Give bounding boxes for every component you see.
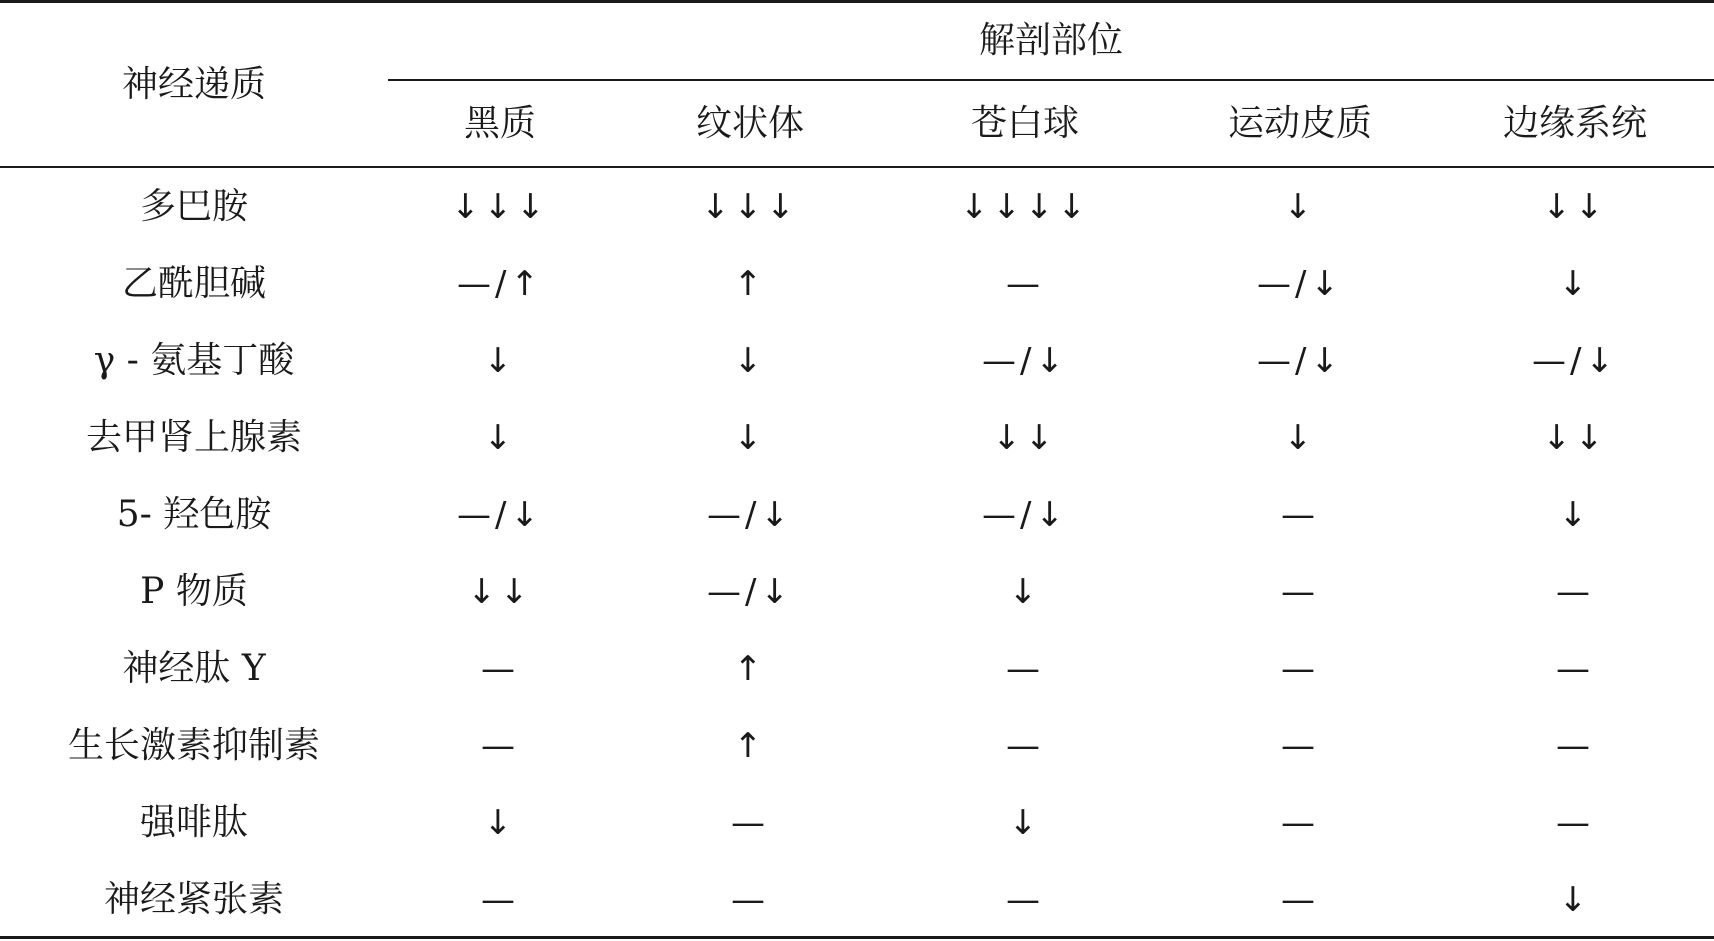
table-cell: —/↓	[707, 494, 793, 535]
table-cell: —	[731, 802, 769, 843]
table-cell: —	[1281, 725, 1319, 766]
row-label: 乙酰胆碱	[121, 262, 266, 304]
table-cell: ↓↓↓	[451, 186, 549, 227]
table-cell: ↓	[1283, 417, 1317, 458]
row-label: 强啡肽	[139, 801, 248, 843]
table-cell: —	[481, 648, 519, 689]
table-cell: —	[1281, 802, 1319, 843]
row-label: 去甲肾上腺素	[85, 416, 302, 458]
table-cell: —	[481, 725, 519, 766]
column-header: 运动皮质	[1227, 102, 1372, 144]
table-cell: ↑	[733, 725, 767, 766]
table-cell: —	[731, 879, 769, 920]
table-cell: ↓	[483, 340, 517, 381]
table-cell: —	[1556, 725, 1594, 766]
table-cell: —	[1556, 571, 1594, 612]
column-header: 边缘系统	[1502, 102, 1647, 144]
table-cell: ↓↓↓↓	[960, 186, 1090, 227]
table-cell: —/↓	[1532, 340, 1618, 381]
row-header-label: 神经递质	[121, 63, 266, 105]
row-label: 生长激素抑制素	[67, 724, 320, 766]
table-cell: —	[1006, 648, 1044, 689]
row-label: 神经肽 Y	[122, 647, 266, 689]
table-cell: ↓↓	[1542, 417, 1608, 458]
table-cell: —	[1281, 879, 1319, 920]
row-label: P 物质	[140, 570, 248, 612]
table-cell: —	[1281, 648, 1319, 689]
table-cell: —/↓	[457, 494, 543, 535]
table-cell: —	[1281, 494, 1319, 535]
table-cell: —	[481, 879, 519, 920]
table-cell: —	[1006, 263, 1044, 304]
row-label: 多巴胺	[139, 185, 248, 227]
group-header-label: 解剖部位	[978, 20, 1123, 61]
table-cell: ↓	[1283, 186, 1317, 227]
table-cell: ↓	[483, 802, 517, 843]
column-header: 纹状体	[695, 102, 804, 144]
row-label: 神经紧张素	[103, 878, 284, 920]
table-cell: —	[1006, 879, 1044, 920]
table-cell: ↓	[1008, 571, 1042, 612]
table-cell: ↓	[1008, 802, 1042, 843]
table-cell: —/↓	[707, 571, 793, 612]
column-header: 黑质	[463, 102, 536, 144]
table-cell: ↑	[733, 263, 767, 304]
table-cell: —/↓	[1257, 340, 1343, 381]
table-cell: ↓↓	[467, 571, 533, 612]
table-cell: ↓↓	[992, 417, 1058, 458]
table-cell: ↓↓	[1542, 186, 1608, 227]
table-cell: ↓	[1558, 494, 1592, 535]
table-cell: —	[1556, 802, 1594, 843]
table-cell: —/↑	[457, 263, 543, 304]
table-cell: —	[1281, 571, 1319, 612]
table-cell: —/↓	[982, 494, 1068, 535]
table-cell: —/↓	[1257, 263, 1343, 304]
table-cell: ↓	[483, 417, 517, 458]
table-cell: ↓	[1558, 263, 1592, 304]
table-cell: ↓↓↓	[701, 186, 799, 227]
table-cell: —/↓	[982, 340, 1068, 381]
table-cell: ↓	[733, 340, 767, 381]
table-cell: —	[1006, 725, 1044, 766]
table-cell: ↓	[1558, 879, 1592, 920]
table-cell: ↑	[733, 648, 767, 689]
table-cell: ↓	[733, 417, 767, 458]
column-header: 苍白球	[970, 102, 1079, 144]
row-label: γ - 氨基丁酸	[93, 339, 295, 381]
row-label: 5- 羟色胺	[116, 493, 272, 535]
table-cell: —	[1556, 648, 1594, 689]
